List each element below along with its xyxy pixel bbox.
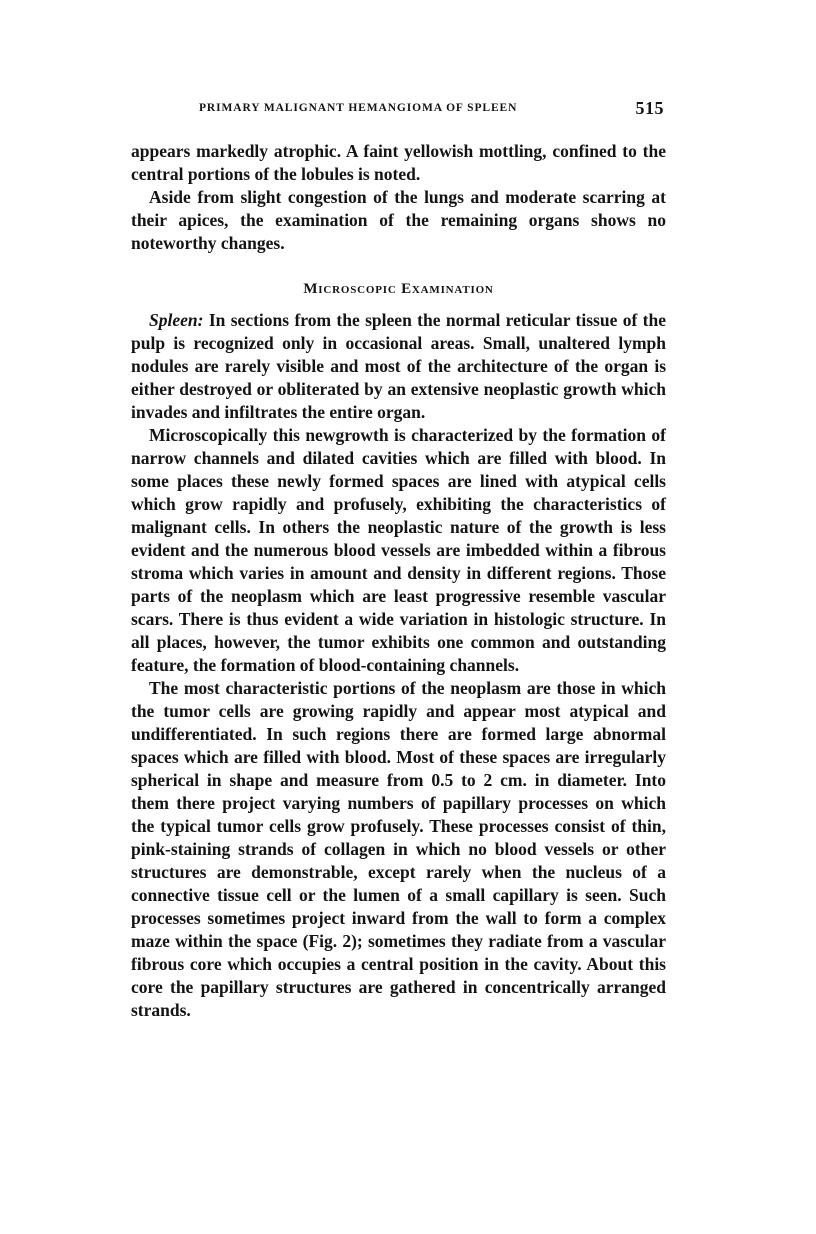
- page-number: 515: [635, 98, 664, 118]
- paragraph-other-organs: Aside from slight congestion of the lungs and moderate scarring at their apices, the examination of the remaining organs shows no noteworthy changes.: [131, 187, 666, 253]
- paragraph-newgrowth: Microscopically this newgrowth is characterized by the formation of narrow channels and dilated cavities which are filled with blood. In some places these newly formed spaces are lined with atypical cells which grow rapidly and profusely, exhibiting the characteristics of malignant cells. In others the neoplastic nature of the growth is less evident and the numerous blood vessels are imbedded within a fibrous stroma which varies in amount and density in different regions. Those parts of the neoplasm which are least progressive resemble vascular scars. There is thus evident a wide variation in histologic structure. In all places, however, the tumor exhibits one common and outstanding feature, the formation of blood-containing channels.: [131, 425, 666, 675]
- paragraph-spleen-text: In sections from the spleen the normal reticular tissue of the pulp is recognized only in occasional areas. Small, unaltered lymph nodules are rarely visible and most of the architecture of the organ is either destroyed or obliterated by an extensive neoplastic growth which invades and infiltrates the entire organ.: [131, 310, 666, 422]
- paragraph-characteristic-portions: The most characteristic portions of the neoplasm are those in which the tumor cells are growing rapidly and appear most atypical and undifferentiated. In such regions there are formed large abnormal spaces which are filled with blood. Most of these spaces are irregularly spherical in shape and measure from 0.5 to 2 cm. in diameter. Into them there project varying numbers of papillary processes on which the typical tumor cells grow profusely. These processes consist of thin, pink-staining strands of collagen in which no blood vessels or other structures are demonstrable, except rarely when the nucleus of a connective tissue cell or the lumen of a small capillary is seen. Such processes sometimes project inward from the wall to form a complex maze within the space (Fig. 2); sometimes they radiate from a vascular fibrous core which occupies a central position in the cavity. About this core the papillary structures are gathered in concentrically arranged strands.: [131, 678, 666, 1020]
- paragraph-continued: appears markedly atrophic. A faint yellowish mottling, confined to the central portions of the lobules is noted.: [131, 141, 666, 184]
- section-heading: Microscopic Examination: [303, 281, 494, 297]
- paragraph-spleen: [131, 309, 666, 424]
- book-page: [131, 100, 666, 1022]
- running-head: [131, 100, 666, 124]
- run-in-heading: Spleen:: [149, 310, 204, 330]
- running-title: PRIMARY MALIGNANT HEMANGIOMA OF SPLEEN: [199, 102, 518, 114]
